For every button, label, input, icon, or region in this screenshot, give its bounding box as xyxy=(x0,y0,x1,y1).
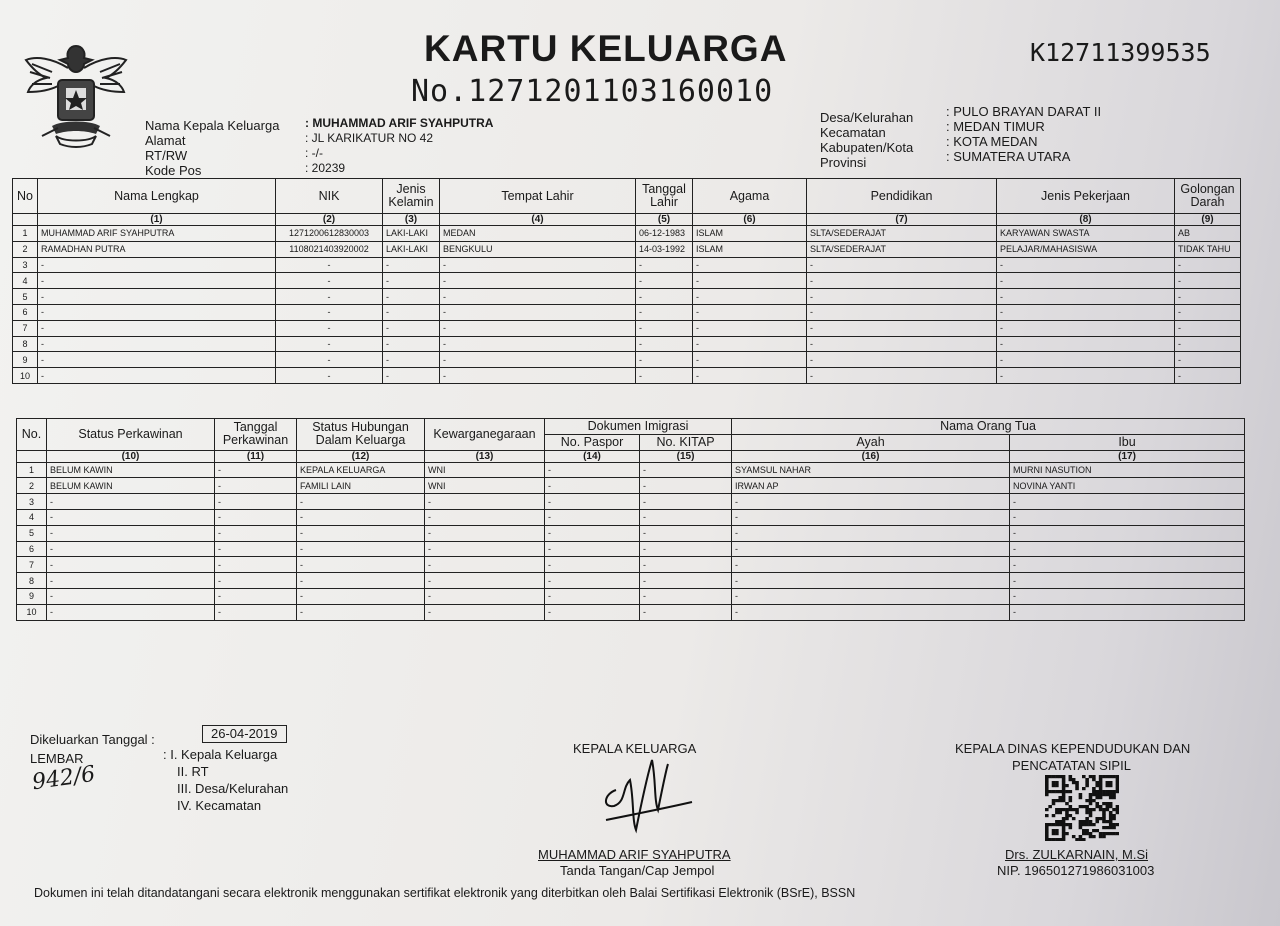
t1-cell: - xyxy=(693,336,807,352)
t1-cell: AB xyxy=(1175,226,1241,242)
header-right-values xyxy=(946,104,1101,164)
t1-cell: - xyxy=(383,289,440,305)
table1-header xyxy=(13,179,1241,214)
t2-cell: - xyxy=(297,494,425,510)
t1-cell: - xyxy=(276,304,383,320)
t1-head-1: Nama Lengkap xyxy=(38,179,276,214)
t2-head-ibu: Ibu xyxy=(1010,434,1245,450)
t1-cell: - xyxy=(38,289,276,305)
t1-cell: 5 xyxy=(13,289,38,305)
t1-head-7: Pendidikan xyxy=(807,179,997,214)
t1-cell: - xyxy=(636,257,693,273)
t1-cell: - xyxy=(276,273,383,289)
t1-head-6: Agama xyxy=(693,179,807,214)
t1-cell: 1108021403920002 xyxy=(276,241,383,257)
label-nama-kepala: Nama Kepala Keluarga xyxy=(145,118,280,133)
issued-label: Dikeluarkan Tanggal : xyxy=(30,732,155,747)
t1-cell: - xyxy=(1175,368,1241,384)
t1-cell: - xyxy=(636,289,693,305)
table-row xyxy=(17,557,1245,573)
t2-cell: - xyxy=(640,494,732,510)
t2-cell: - xyxy=(545,525,640,541)
t1-cell: 1271200612830003 xyxy=(276,226,383,242)
t1-cell: - xyxy=(693,304,807,320)
table-row xyxy=(13,273,1241,289)
t1-cell: - xyxy=(276,257,383,273)
t1-cell: - xyxy=(693,352,807,368)
t2-cell: - xyxy=(640,604,732,620)
header-right-labels xyxy=(820,110,913,170)
t2-cell: - xyxy=(732,525,1010,541)
t1-index-3: (3) xyxy=(383,214,440,226)
signature-caption: Tanda Tangan/Cap Jempol xyxy=(560,863,715,878)
t1-cell: - xyxy=(38,368,276,384)
t2-cell: - xyxy=(425,509,545,525)
t2-head-no-kitap: No. KITAP xyxy=(640,434,732,450)
t1-cell: - xyxy=(997,273,1175,289)
label-rtrw: RT/RW xyxy=(145,148,188,163)
t2-cell: - xyxy=(215,557,297,573)
t1-index-2: (2) xyxy=(276,214,383,226)
t2-cell: - xyxy=(1010,573,1245,589)
t2-cell: - xyxy=(297,557,425,573)
table-row xyxy=(13,257,1241,273)
t1-cell: SLTA/SEDERAJAT xyxy=(807,241,997,257)
t2-cell: - xyxy=(545,557,640,573)
t1-cell: - xyxy=(440,320,636,336)
t2-cell: - xyxy=(732,573,1010,589)
t2-cell: - xyxy=(732,588,1010,604)
t2-cell: 4 xyxy=(17,509,47,525)
t1-cell: - xyxy=(693,257,807,273)
t1-cell: - xyxy=(1175,257,1241,273)
t2-cell: - xyxy=(545,604,640,620)
t2-cell: - xyxy=(1010,557,1245,573)
t1-index-8: (8) xyxy=(997,214,1175,226)
t1-cell: - xyxy=(440,304,636,320)
t2-cell: - xyxy=(1010,509,1245,525)
t1-index-9: (9) xyxy=(1175,214,1241,226)
t1-index-7: (7) xyxy=(807,214,997,226)
t2-cell: - xyxy=(215,573,297,589)
t2-cell: - xyxy=(732,509,1010,525)
t1-cell: - xyxy=(276,320,383,336)
kepala-keluarga-title: KEPALA KELUARGA xyxy=(573,741,697,756)
t2-index-4: (13) xyxy=(425,450,545,462)
family-members-table xyxy=(12,178,1241,384)
t2-index-0 xyxy=(17,450,47,462)
t2-cell: 3 xyxy=(17,494,47,510)
t2-head-no: No. xyxy=(17,419,47,451)
label-kecamatan: Kecamatan xyxy=(820,125,886,140)
t2-cell: - xyxy=(47,525,215,541)
t2-cell: - xyxy=(425,557,545,573)
t1-head-8: Jenis Pekerjaan xyxy=(997,179,1175,214)
t2-cell: IRWAN AP xyxy=(732,478,1010,494)
t1-cell: - xyxy=(807,352,997,368)
t1-cell: - xyxy=(276,368,383,384)
t1-cell: KARYAWAN SWASTA xyxy=(997,226,1175,242)
t2-head-dokumen-imigrasi: Dokumen Imigrasi xyxy=(545,419,732,435)
t1-cell: 10 xyxy=(13,368,38,384)
dinas-title-line1: KEPALA DINAS KEPENDUDUKAN DAN xyxy=(955,741,1191,756)
t1-index-5: (5) xyxy=(636,214,693,226)
t1-cell: - xyxy=(440,336,636,352)
t1-cell: 7 xyxy=(13,320,38,336)
t2-cell: NOVINA YANTI xyxy=(1010,478,1245,494)
t1-cell: - xyxy=(997,289,1175,305)
t2-cell: 1 xyxy=(17,462,47,478)
t2-head-kewarganegaraan: Kewarganegaraan xyxy=(425,419,545,451)
t1-cell: LAKI-LAKI xyxy=(383,226,440,242)
t2-cell: - xyxy=(215,541,297,557)
t2-cell: - xyxy=(640,509,732,525)
t2-cell: - xyxy=(425,494,545,510)
t1-cell: - xyxy=(38,352,276,368)
t2-cell: - xyxy=(545,509,640,525)
t1-cell: - xyxy=(1175,320,1241,336)
t1-cell: TIDAK TAHU xyxy=(1175,241,1241,257)
t1-index-1: (1) xyxy=(38,214,276,226)
t2-head-tanggal-perkawinan: Tanggal Perkawinan xyxy=(215,419,297,451)
table-row xyxy=(17,462,1245,478)
t2-cell: - xyxy=(640,525,732,541)
t1-cell: - xyxy=(383,257,440,273)
value-desa: : PULO BRAYAN DARAT II xyxy=(946,104,1102,119)
t2-index-6: (15) xyxy=(640,450,732,462)
value-kodepos: : 20239 xyxy=(305,161,346,175)
t1-head-4: Tempat Lahir xyxy=(440,179,636,214)
dinas-title-line2: PENCATATAN SIPIL xyxy=(1012,758,1131,773)
table-row xyxy=(17,573,1245,589)
qr-code-icon xyxy=(1045,775,1119,841)
lembar-label: LEMBAR xyxy=(30,751,84,766)
table-row xyxy=(13,226,1241,242)
t1-cell: 8 xyxy=(13,336,38,352)
t2-cell: - xyxy=(1010,541,1245,557)
t2-index-1: (10) xyxy=(47,450,215,462)
t2-cell: KEPALA KELUARGA xyxy=(297,462,425,478)
table-row xyxy=(13,289,1241,305)
t2-cell: - xyxy=(425,541,545,557)
issued-date: 26-04-2019 xyxy=(202,725,287,743)
t2-index-5: (14) xyxy=(545,450,640,462)
t2-cell: - xyxy=(732,604,1010,620)
t1-cell: 06-12-1983 xyxy=(636,226,693,242)
t2-cell: - xyxy=(215,462,297,478)
t2-cell: - xyxy=(297,588,425,604)
t1-head-2: NIK xyxy=(276,179,383,214)
t2-head-no-paspor: No. Paspor xyxy=(545,434,640,450)
t1-cell: - xyxy=(693,273,807,289)
copy-desa: III. Desa/Kelurahan xyxy=(177,781,289,796)
t2-cell: - xyxy=(297,525,425,541)
t2-head-status-hubungan: Status Hubungan Dalam Keluarga xyxy=(297,419,425,451)
t2-cell: - xyxy=(215,494,297,510)
t1-cell: - xyxy=(636,368,693,384)
t1-cell: 9 xyxy=(13,352,38,368)
t1-cell: - xyxy=(807,368,997,384)
t1-cell: - xyxy=(440,368,636,384)
t2-cell: - xyxy=(640,462,732,478)
t1-cell: - xyxy=(997,304,1175,320)
value-kecamatan: : MEDAN TIMUR xyxy=(946,119,1045,134)
table-row xyxy=(17,509,1245,525)
t2-cell: - xyxy=(297,604,425,620)
t1-cell: - xyxy=(1175,289,1241,305)
t1-cell: - xyxy=(636,336,693,352)
t1-cell: 4 xyxy=(13,273,38,289)
t1-cell: - xyxy=(693,320,807,336)
t1-cell: 14-03-1992 xyxy=(636,241,693,257)
t2-cell: 10 xyxy=(17,604,47,620)
t2-cell: - xyxy=(425,525,545,541)
t1-head-9: Golongan Darah xyxy=(1175,179,1241,214)
t2-cell: - xyxy=(640,478,732,494)
t2-cell: - xyxy=(732,494,1010,510)
t1-cell: SLTA/SEDERAJAT xyxy=(807,226,997,242)
t1-cell: - xyxy=(383,336,440,352)
table2-index-row xyxy=(17,450,1245,462)
t2-head-status-perkawinan: Status Perkawinan xyxy=(47,419,215,451)
t1-cell: - xyxy=(636,304,693,320)
t1-cell: - xyxy=(1175,304,1241,320)
t2-head-ayah: Ayah xyxy=(732,434,1010,450)
t2-cell: 8 xyxy=(17,573,47,589)
t2-index-3: (12) xyxy=(297,450,425,462)
kepala-keluarga-name: MUHAMMAD ARIF SYAHPUTRA xyxy=(538,847,731,862)
t2-cell: - xyxy=(545,588,640,604)
t1-cell: 6 xyxy=(13,304,38,320)
signature-mark-icon xyxy=(596,750,696,840)
t2-cell: - xyxy=(545,541,640,557)
t1-head-5: Tanggal Lahir xyxy=(636,179,693,214)
t1-cell: - xyxy=(997,257,1175,273)
t2-cell: - xyxy=(47,588,215,604)
copy-kepala-keluarga: : I. Kepala Keluarga xyxy=(163,747,278,762)
t2-cell: - xyxy=(1010,604,1245,620)
t1-cell: - xyxy=(276,352,383,368)
table-row xyxy=(13,368,1241,384)
t2-cell: - xyxy=(47,573,215,589)
copies-list xyxy=(163,746,288,814)
t1-cell: - xyxy=(440,352,636,368)
header-left-values xyxy=(305,116,493,176)
t1-cell: - xyxy=(38,336,276,352)
t2-index-7: (16) xyxy=(732,450,1010,462)
t1-cell: - xyxy=(636,320,693,336)
value-kabupaten: : KOTA MEDAN xyxy=(946,134,1038,149)
t2-cell: - xyxy=(47,604,215,620)
t1-cell: PELAJAR/MAHASISWA xyxy=(997,241,1175,257)
t1-cell: - xyxy=(38,257,276,273)
t2-cell: WNI xyxy=(425,478,545,494)
header-left-labels xyxy=(145,118,279,178)
t2-cell: - xyxy=(640,573,732,589)
table-row xyxy=(17,604,1245,620)
official-name: Drs. ZULKARNAIN, M.Si xyxy=(1005,847,1149,862)
label-kodepos: Kode Pos xyxy=(145,163,202,178)
t2-cell: - xyxy=(640,541,732,557)
t1-cell: BENGKULU xyxy=(440,241,636,257)
t1-cell: ISLAM xyxy=(693,241,807,257)
t2-cell: FAMILI LAIN xyxy=(297,478,425,494)
t2-cell: - xyxy=(215,525,297,541)
t1-cell: MEDAN xyxy=(440,226,636,242)
t2-cell: - xyxy=(215,478,297,494)
table1-index-row xyxy=(13,214,1241,226)
t1-cell: - xyxy=(383,320,440,336)
t1-cell: - xyxy=(276,289,383,305)
table-row xyxy=(13,241,1241,257)
t2-cell: - xyxy=(732,557,1010,573)
t1-cell: 2 xyxy=(13,241,38,257)
t2-cell: - xyxy=(640,588,732,604)
t1-cell: - xyxy=(1175,273,1241,289)
label-kabupaten: Kabupaten/Kota xyxy=(820,140,914,155)
table-row xyxy=(17,525,1245,541)
value-provinsi: : SUMATERA UTARA xyxy=(946,149,1071,164)
t2-cell: - xyxy=(640,557,732,573)
value-rtrw: : -/- xyxy=(305,146,323,160)
electronic-signature-note: Dokumen ini telah ditandatangani secara elektronik menggunakan sertifikat elektronik yang diterbitkan oleh Balai Sertifikasi Elektronik (BSrE), BSSN xyxy=(34,886,856,900)
t1-cell: - xyxy=(440,257,636,273)
t1-cell: 1 xyxy=(13,226,38,242)
label-desa: Desa/Kelurahan xyxy=(820,110,914,125)
t2-cell: - xyxy=(545,494,640,510)
t1-cell: - xyxy=(440,289,636,305)
t1-cell: - xyxy=(38,304,276,320)
t2-cell: - xyxy=(47,557,215,573)
t1-index-0 xyxy=(13,214,38,226)
t1-cell: - xyxy=(1175,336,1241,352)
t1-cell: - xyxy=(383,352,440,368)
t1-cell: - xyxy=(807,320,997,336)
t2-cell: - xyxy=(545,573,640,589)
t2-cell: - xyxy=(47,494,215,510)
table-row xyxy=(13,336,1241,352)
table-row xyxy=(13,352,1241,368)
document-title: KARTU KELUARGA xyxy=(424,28,788,69)
t2-cell: - xyxy=(215,588,297,604)
t1-cell: ISLAM xyxy=(693,226,807,242)
t2-cell: - xyxy=(297,541,425,557)
t2-cell: - xyxy=(425,573,545,589)
t2-index-8: (17) xyxy=(1010,450,1245,462)
t2-cell: - xyxy=(1010,525,1245,541)
official-nip: NIP. 196501271986031003 xyxy=(997,863,1155,878)
t2-cell: MURNI NASUTION xyxy=(1010,462,1245,478)
t2-cell: - xyxy=(1010,494,1245,510)
t1-head-0: No xyxy=(13,179,38,214)
kk-number: No.1271201103160010 xyxy=(411,74,774,109)
t1-cell: RAMADHAN PUTRA xyxy=(38,241,276,257)
t1-cell: - xyxy=(997,368,1175,384)
t1-cell: - xyxy=(276,336,383,352)
t1-cell: - xyxy=(636,352,693,368)
table-row xyxy=(17,541,1245,557)
t2-cell: WNI xyxy=(425,462,545,478)
t2-index-2: (11) xyxy=(215,450,297,462)
t2-cell: - xyxy=(297,509,425,525)
value-nama-kepala: : MUHAMMAD ARIF SYAHPUTRA xyxy=(305,116,494,130)
t2-cell: BELUM KAWIN xyxy=(47,462,215,478)
t1-cell: - xyxy=(383,304,440,320)
t1-cell: - xyxy=(1175,352,1241,368)
t1-cell: LAKI-LAKI xyxy=(383,241,440,257)
t2-cell: - xyxy=(545,462,640,478)
family-status-table xyxy=(16,418,1245,621)
t1-cell: - xyxy=(693,368,807,384)
t1-cell: - xyxy=(383,368,440,384)
garuda-emblem-icon xyxy=(22,38,130,153)
t1-cell: - xyxy=(807,257,997,273)
t2-head-nama-orang-tua: Nama Orang Tua xyxy=(732,419,1245,435)
table-row xyxy=(17,478,1245,494)
t1-cell: - xyxy=(636,273,693,289)
serial-number: K12711399535 xyxy=(1030,38,1211,67)
lembar-handwritten: 942/6 xyxy=(30,761,97,796)
t1-cell: - xyxy=(440,273,636,289)
t2-cell: 5 xyxy=(17,525,47,541)
t1-cell: MUHAMMAD ARIF SYAHPUTRA xyxy=(38,226,276,242)
t2-cell: - xyxy=(425,588,545,604)
t2-cell: 6 xyxy=(17,541,47,557)
table-row xyxy=(17,494,1245,510)
t1-cell: - xyxy=(807,304,997,320)
t1-cell: - xyxy=(997,320,1175,336)
t2-cell: - xyxy=(545,478,640,494)
t1-cell: - xyxy=(38,320,276,336)
t2-cell: - xyxy=(215,604,297,620)
t2-cell: - xyxy=(47,509,215,525)
t2-cell: - xyxy=(425,604,545,620)
table-row xyxy=(13,304,1241,320)
t2-cell: 7 xyxy=(17,557,47,573)
t2-cell: - xyxy=(215,509,297,525)
t1-cell: - xyxy=(997,352,1175,368)
t1-head-3: Jenis Kelamin xyxy=(383,179,440,214)
t2-cell: - xyxy=(47,541,215,557)
t1-cell: - xyxy=(997,336,1175,352)
t2-cell: 9 xyxy=(17,588,47,604)
t2-cell: - xyxy=(1010,588,1245,604)
t1-cell: 3 xyxy=(13,257,38,273)
t2-cell: SYAMSUL NAHAR xyxy=(732,462,1010,478)
copy-rt: II. RT xyxy=(177,764,209,779)
table-row xyxy=(13,320,1241,336)
label-provinsi: Provinsi xyxy=(820,155,867,170)
t2-cell: 2 xyxy=(17,478,47,494)
label-alamat: Alamat xyxy=(145,133,186,148)
t2-cell: - xyxy=(732,541,1010,557)
t1-cell: - xyxy=(807,273,997,289)
t1-cell: - xyxy=(807,289,997,305)
t2-cell: BELUM KAWIN xyxy=(47,478,215,494)
t1-cell: - xyxy=(383,273,440,289)
t1-cell: - xyxy=(38,273,276,289)
t1-index-6: (6) xyxy=(693,214,807,226)
value-alamat: : JL KARIKATUR NO 42 xyxy=(305,131,434,145)
t1-cell: - xyxy=(693,289,807,305)
table-row xyxy=(17,588,1245,604)
t1-cell: - xyxy=(807,336,997,352)
t1-index-4: (4) xyxy=(440,214,636,226)
table2-header-top xyxy=(17,419,1245,435)
copy-kecamatan: IV. Kecamatan xyxy=(177,798,262,813)
t2-cell: - xyxy=(297,573,425,589)
